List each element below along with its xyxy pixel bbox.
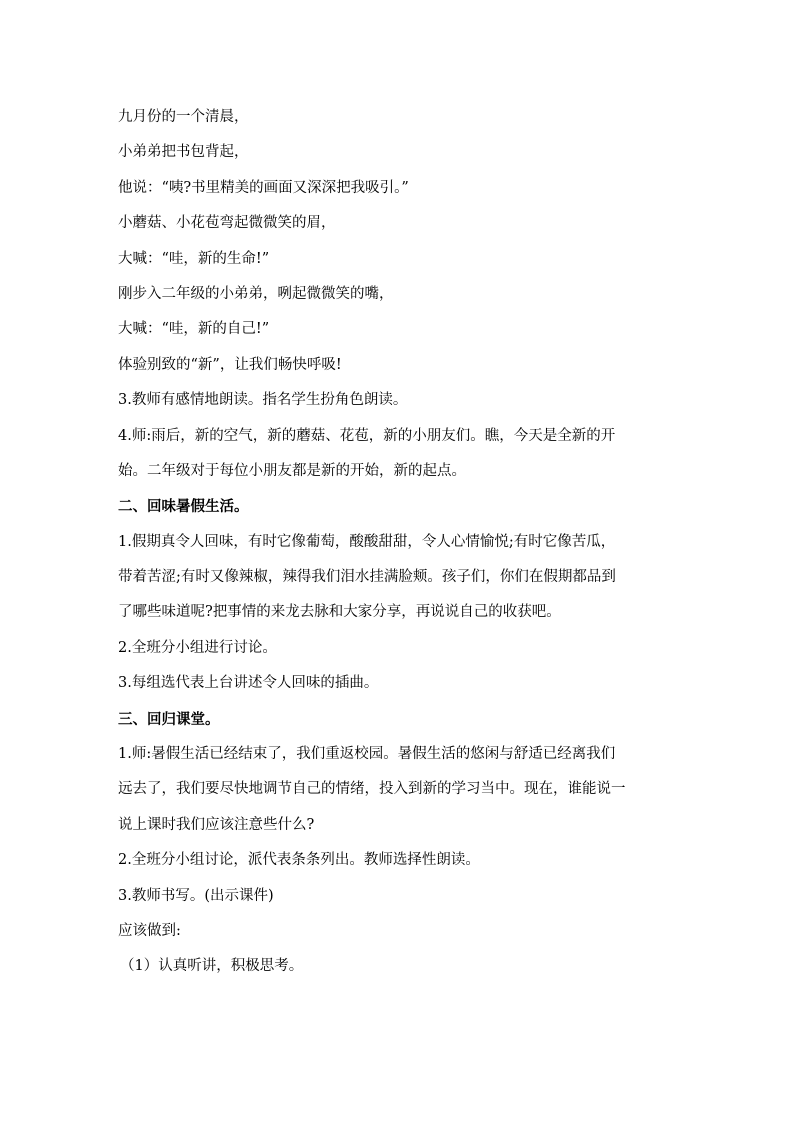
- poem-line: 大喊：“哇，新的自己!”: [118, 321, 270, 338]
- poem-line: 九月份的一个清晨，: [118, 109, 249, 125]
- paragraph-line: 3.教师有感情地朗读。指名学生扮角色朗读。: [118, 392, 408, 409]
- paragraph-line: 3.每组选代表上台讲述令人回味的插曲。: [118, 675, 379, 692]
- section-heading: 三、回归课堂。: [118, 710, 220, 728]
- paragraph-line: 1.师:暑假生活已经结束了，我们重返校园。暑假生活的悠闲与舒适已经离我们: [118, 746, 616, 763]
- paragraph-line: 带着苦涩;有时又像辣椒，辣得我们泪水挂满脸颊。孩子们，你们在假期都品到: [118, 569, 616, 586]
- paragraph-line: 1.假期真令人回味，有时它像葡萄，酸酸甜甜，令人心情愉悦;有时它像苦瓜，: [118, 533, 616, 550]
- poem-line: 小蘑菇、小花苞弯起微微笑的眉，: [118, 215, 336, 232]
- list-item: （1）认真听讲，积极思考。: [120, 958, 304, 975]
- paragraph-line: 2.全班分小组讨论，派代表条条列出。教师选择性朗读。: [118, 852, 480, 869]
- poem-line: 体验别致的“新”，让我们畅快呼吸!: [118, 356, 342, 373]
- poem-line: 小弟弟把书包背起，: [118, 144, 249, 161]
- paragraph-line: 说上课时我们应该注意些什么?: [118, 816, 315, 833]
- paragraph-line: 始。二年级对于每位小朋友都是新的开始，新的起点。: [118, 462, 466, 479]
- poem-line: 刚步入二年级的小弟弟，咧起微微笑的嘴，: [118, 285, 394, 302]
- section-heading: 二、回味暑假生活。: [118, 498, 249, 516]
- paragraph-line: 3.教师书写。(出示课件): [118, 887, 274, 904]
- paragraph-line: 2.全班分小组进行讨论。: [118, 639, 277, 656]
- paragraph-line: 了哪些味道呢?把事情的来龙去脉和大家分享，再说说自己的收获吧。: [118, 604, 561, 621]
- document-body: [118, 100, 683, 985]
- paragraph-line: 应该做到:: [118, 922, 181, 939]
- paragraph-line: 远去了，我们要尽快地调节自己的情绪，投入到新的学习当中。现在，谁能说一: [118, 781, 626, 798]
- poem-line: 大喊：“哇，新的生命!”: [118, 250, 270, 267]
- paragraph-line: 4.师:雨后，新的空气，新的蘑菇、花苞，新的小朋友们。瞧，今天是全新的开: [118, 427, 616, 444]
- poem-line: 他说：“咦?书里精美的画面又深深把我吸引。”: [118, 179, 409, 196]
